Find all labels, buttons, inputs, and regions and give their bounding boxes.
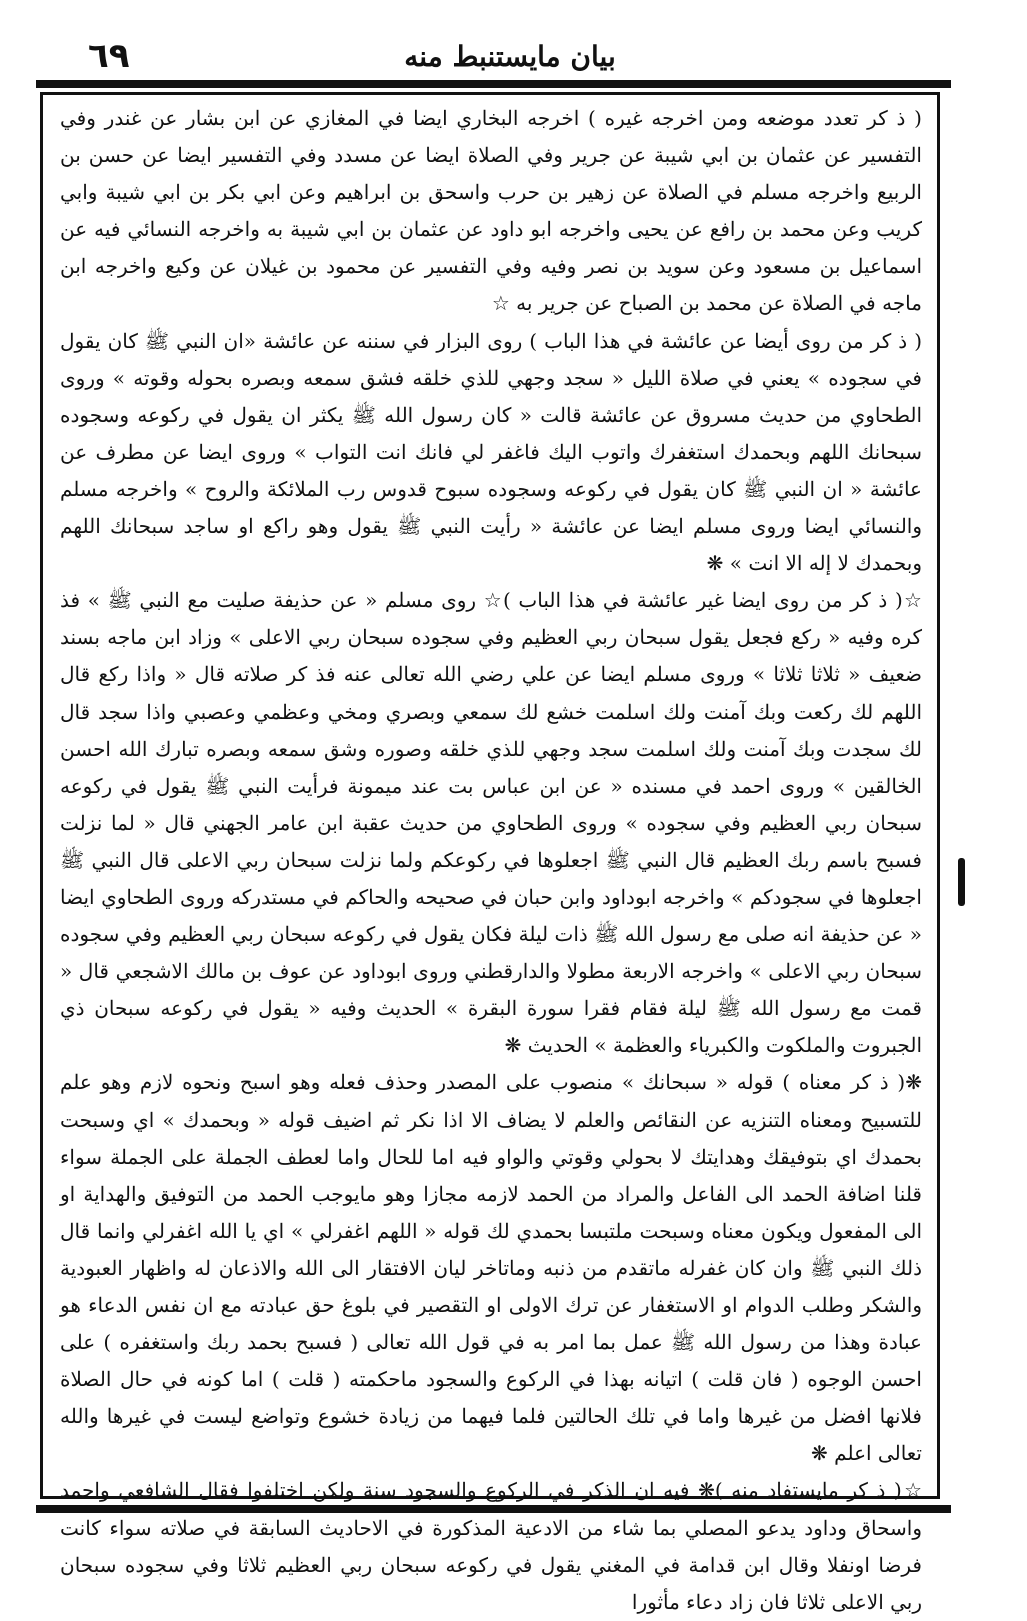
page-number: ٦٩	[88, 36, 130, 76]
paragraph-aisha-narrations: ( ذ كر من روى أيضا عن عائشة في هذا الباب ) روى البزار في سننه عن عائشة «ان النبي ﷺ كان يقول في سجوده » يعني في صلاة الليل « سجد وجهي للذي خلقه فشق سمعه وبصره بحوله وقوته » وروى الطحاوي من حديث مسروق عن عائشة قالت « كان رسول الله ﷺ يكثر ان يقول في ركوعه وسجوده سبحانك اللهم وبحمدك استغفرك واتوب اليك فاغفر لي فانك انت التواب » وروى ايضا عن مطرف عن عائشة « ان النبي ﷺ كان يقول في ركوعه وسجوده سبوح قدوس رب الملائكة والروح » واخرجه مسلم والنسائي ايضا وروى مسلم ايضا عن عائشة « رأيت النبي ﷺ يقول وهو راكع او ساجد سبحانك اللهم وبحمدك لا إله الا انت » ❋	[60, 328, 922, 576]
top-rule	[36, 80, 951, 88]
paragraph-benefits: ☆( ذ كر مايستفاد منه )❋ فيه ان الذكر في الركوع والسجود سنة ولكن اختلفوا فقال الشافعي واحمد واسحاق وداود يدعو المصلي بما شاء من الادعية المذكورة في الاحاديث السابقة في صلاته سواء كانت فرضا اونفلا وقال ابن قدامة في المغني يقول في ركوعه سبحان ربي العظيم ثلاثا وفي سجوده سبحان ربي الاعلى ثلاثا فان زاد دعاء مأثورا	[60, 1478, 922, 1614]
main-text	[60, 100, 922, 1621]
margin-mark	[958, 858, 965, 906]
running-title: بيان مايستنبط منه	[404, 40, 616, 73]
paragraph-other-narrations: ☆( ذ كر من روى ايضا غير عائشة في هذا الباب )☆ روى مسلم « عن حذيفة صليت مع النبي ﷺ » فذ كره وفيه « ركع فجعل يقول سبحان ربي العظيم وفي سجوده سبحان ربي الاعلى » وزاد ابن ماجه بسند ضعيف « ثلاثا ثلاثا » وروى مسلم ايضا عن علي رضي الله تعالى عنه فذ كر صلاته قال « واذا ركع قال اللهم لك ركعت وبك آمنت ولك اسلمت خشع لك سمعي وبصري ومخي وعظمي وعصبي واذا سجد قال لك سجدت وبك آمنت ولك اسلمت سجد وجهي للذي خلقه وصوره وشق سمعه وبصره تبارك الله احسن الخالقين » وروى احمد في مسنده « عن ابن عباس بت عند ميمونة فرأيت النبي ﷺ يقول في ركوعه سبحان ربي العظيم وفي سجوده » وروى الطحاوي من حديث عقبة ابن عامر الجهني قال « لما نزلت فسبح باسم ربك العظيم قال النبي ﷺ اجعلوها في ركوعكم ولما نزلت سبحان ربي الاعلى قال النبي ﷺ اجعلوها في سجودكم » واخرجه ابوداود وابن حبان في صحيحه والحاكم في مستدركه وروى الطحاوي ايضا « عن حذيفة انه صلى مع رسول الله ﷺ ذات ليلة فكان يقول في ركوعه سبحان ربي العظيم وفي سجوده سبحان ربي الاعلى » واخرجه الاربعة مطولا والدارقطني وروى ابوداود عن عوف بن مالك الاشجعي قال « قمت مع رسول الله ﷺ ليلة فقام فقرا سورة البقرة » الحديث وفيه « يقول في ركوعه سبحان ذي الجبروت والملكوت والكبرياء والعظمة » الحديث ❋	[60, 588, 922, 1058]
paragraph-sources: ( ذ كر تعدد موضعه ومن اخرجه غيره ) اخرجه البخاري ايضا في المغازي عن ابن بشار عن غندر وفي التفسير عن عثمان بن ابي شيبة عن جرير وفي الصلاة ايضا عن مسدد وفي التفسير ايضا عن حسن بن الربيع واخرجه مسلم في الصلاة عن زهير بن حرب واسحق بن ابراهيم وعن ابي بكر بن ابي شيبة وابي كريب وعن محمد بن رافع عن يحيى واخرجه ابو داود عن عثمان بن ابي شيبة به واخرجه النسائي فيه عن اسماعيل بن مسعود وعن سويد بن نصر وفيه وفي التفسير عن محمود بن غيلان عن وكيع واخرجه ابن ماجه في الصلاة عن محمد بن الصباح عن جرير به ☆	[60, 106, 922, 316]
paragraph-meaning: ❋( ذ كر معناه ) قوله « سبحانك » منصوب على المصدر وحذف فعله وهو اسبح ونحوه لازم وهو علم للتسبيح ومعناه التنزيه عن النقائص والعلم لا يضاف الا اذا نكر ثم اضيف قوله « وبحمدك » اي وسبحت بحمدك اي بتوفيقك وهدايتك لا بحولي وقوتي والواو فيه اما للحال واما لعطف الجملة على الجملة سواء قلنا اضافة الحمد الى الفاعل والمراد من الحمد لازمه مجازا وهو مايوجب الحمد من التوفيق والهداية او الى المفعول ويكون معناه وسبحت ملتبسا بحمدي لك قوله « اللهم اغفرلي » اي يا الله اغفرلي وانما قال ذلك النبي ﷺ وان كان غفرله ماتقدم من ذنبه وماتاخر ليان الافتقار الى الله والاذعان له واظهار العبودية والشكر وطلب الدوام او الاستغفار عن ترك الاولى او التقصير في بلوغ حق عبادته مع ان نفس الدعاء هو عبادة وهذا من رسول الله ﷺ عمل بما امر به في قول الله تعالى ( فسبح بحمد ربك واستغفره ) على احسن الوجوه ( فان قلت ) اتيانه بهذا في الركوع والسجود ماحكمته ( قلت ) اما كونه في حال الصلاة فلانها افضل من غيرها واما في تلك الحالتين فلما فيهما من زيادة خشوع وتواضع ليست في غيرها والله تعالى اعلم ❋	[60, 1070, 923, 1466]
